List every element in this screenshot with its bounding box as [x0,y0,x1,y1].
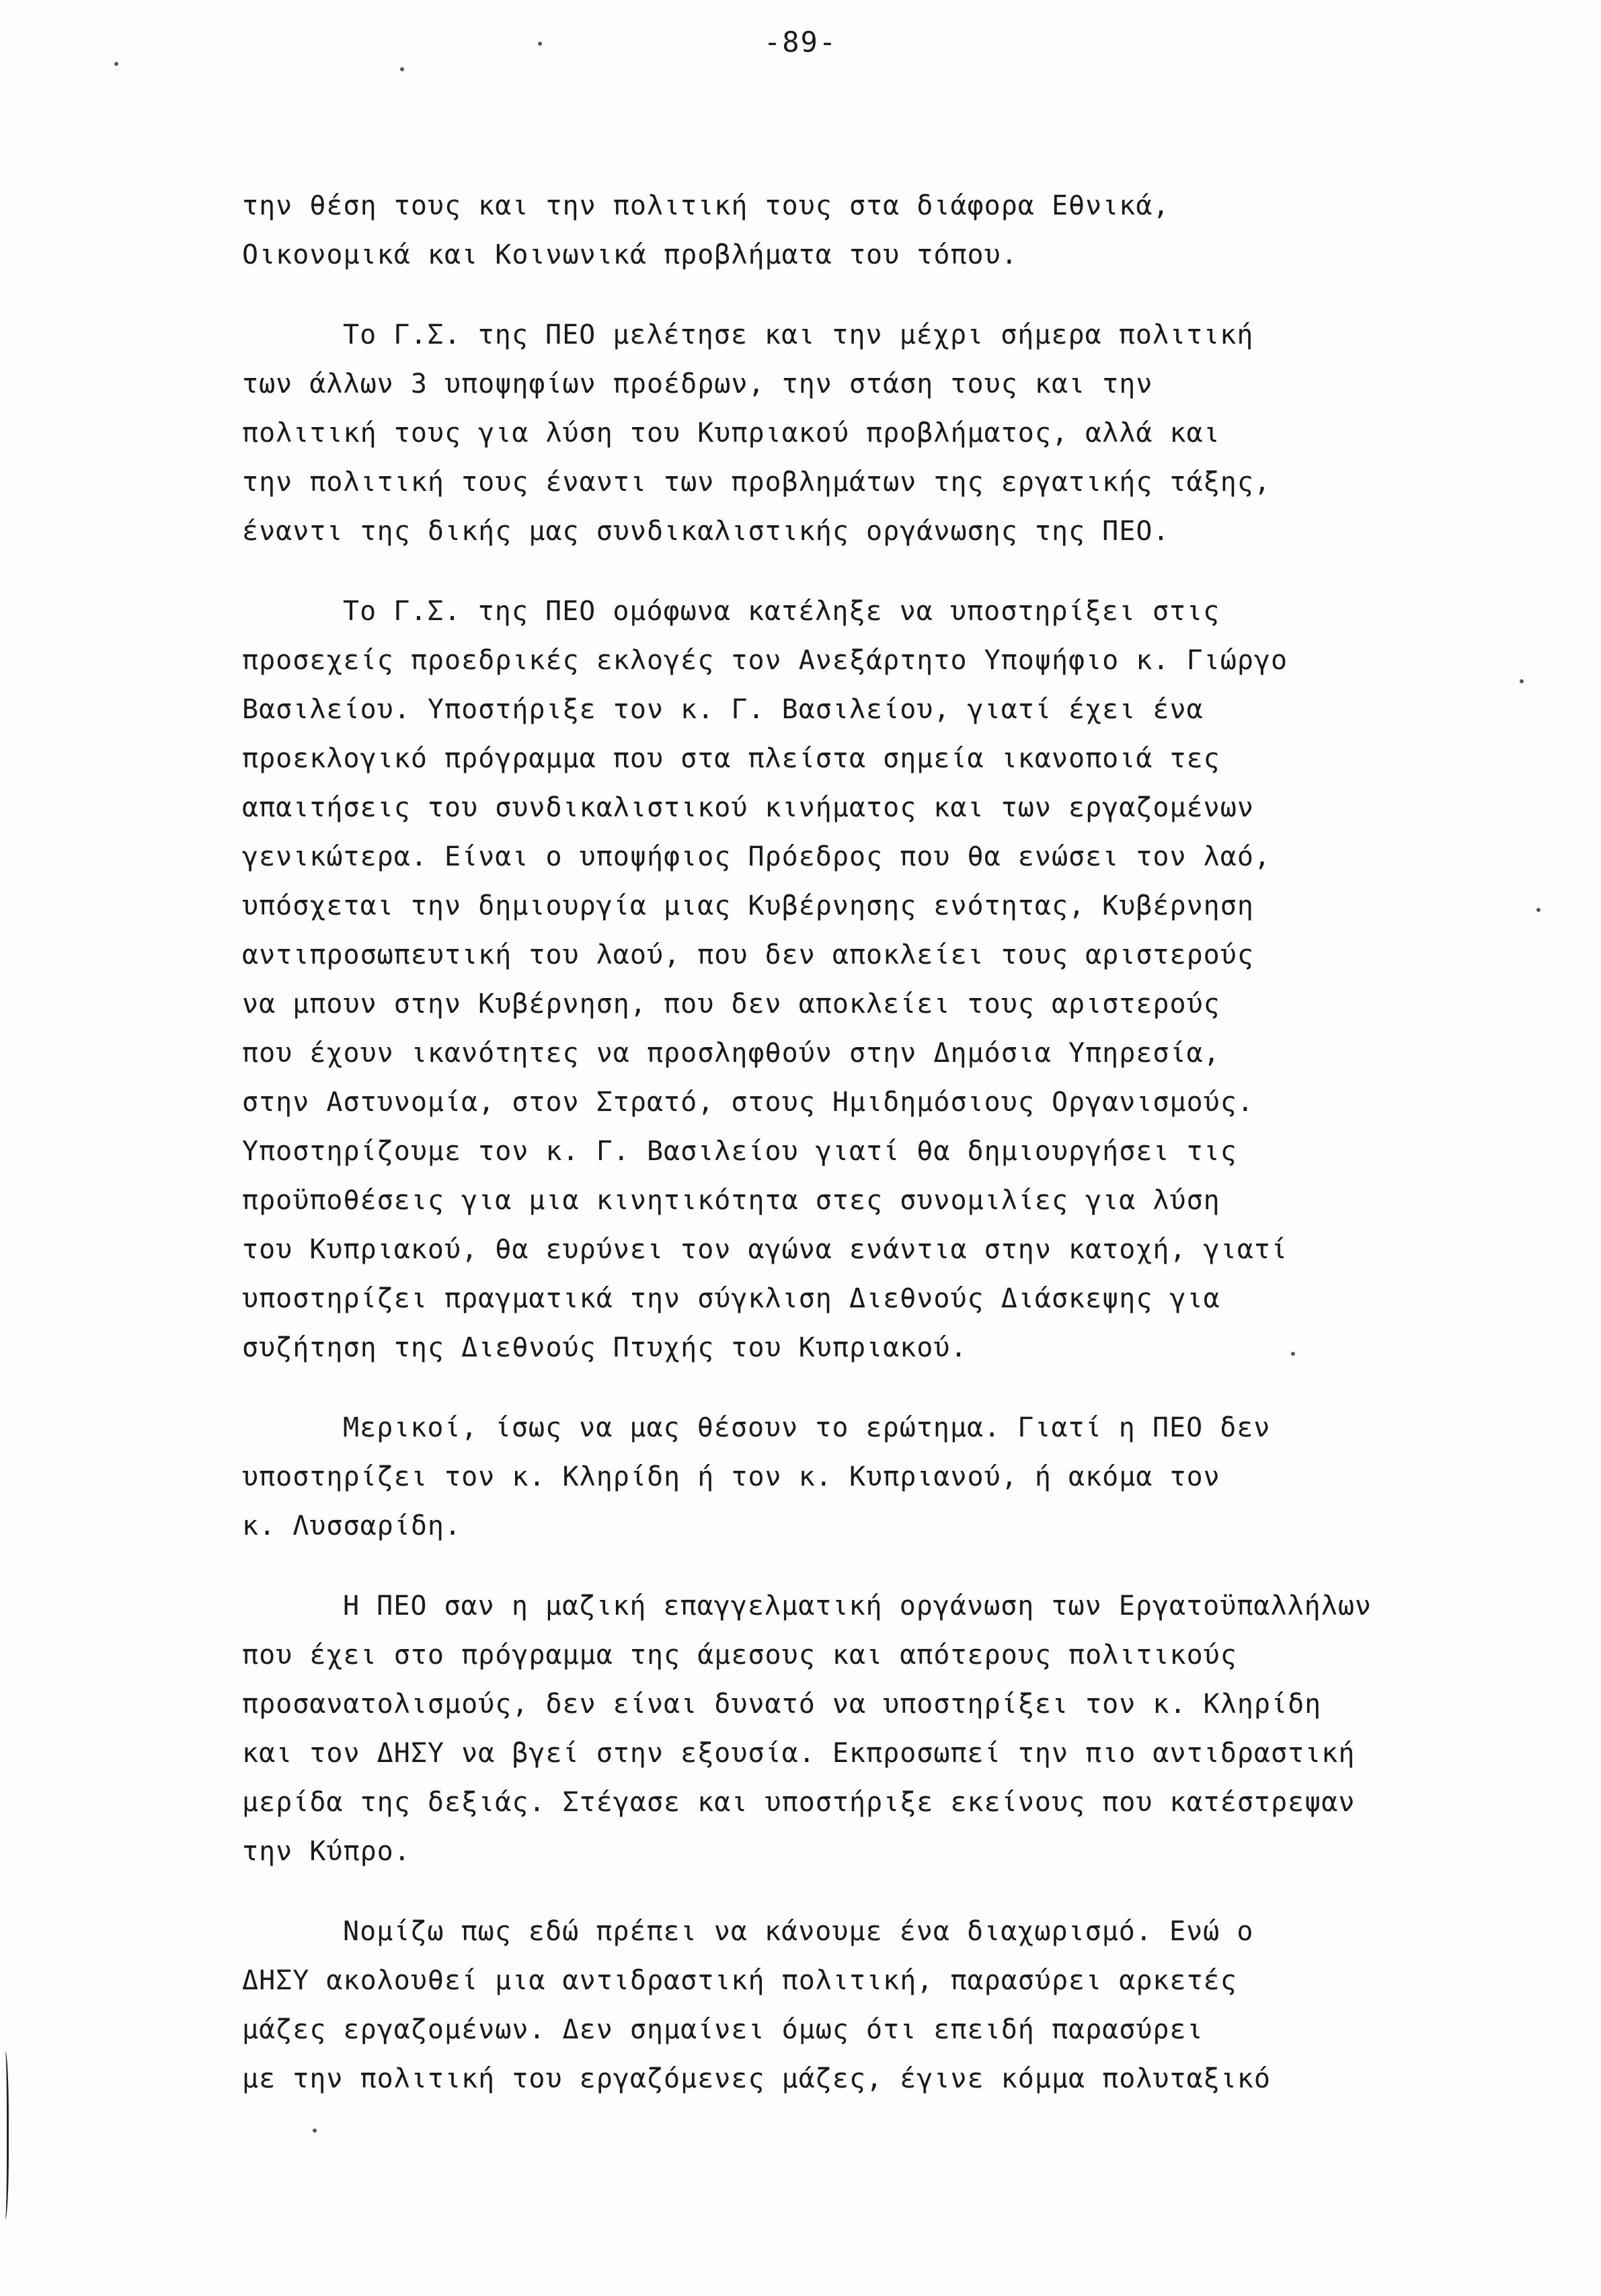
text-line: μάζες εργαζομένων. Δεν σημαίνει όμως ότι επειδή παρασύρει [242,2014,1204,2045]
text-line: την Κύπρο. [242,1836,411,1867]
scan-speck [1536,908,1540,912]
scan-speck [1291,1352,1295,1356]
scan-speck [313,2129,317,2133]
text-line: με την πολιτική του εργαζόμενες μάζες, έγινε κόμμα πολυταξικό [242,2063,1272,2094]
text-line: να μπουν στην Κυβέρνηση, που δεν αποκλείει τους αριστερούς [242,989,1220,1020]
text-line: Η ΠΕΟ σαν η μαζική επαγγελματική οργάνωση των Εργατοϋπαλλήλων [343,1591,1372,1621]
paragraph [242,311,1580,556]
text-line: Μερικοί, ίσως να μας θέσουν το ερώτημα. Γιατί η ΠΕΟ δεν [343,1412,1271,1443]
text-line: έναντι της δικής μας συνδικαλιστικής οργάνωσης της ΠΕΟ. [242,516,1170,547]
text-line: του Κυπριακού, θα ευρύνει τον αγώνα ενάντια στην κατοχή, γιατί [242,1234,1288,1265]
scan-speck [538,42,542,46]
text-line: την θέση τους και την πολιτική τους στα διάφορα Εθνικά, [242,190,1170,221]
text-line: των άλλων 3 υποψηφίων προέδρων, την στάση τους και την [242,369,1153,399]
text-line: προεκλογικό πρόγραμμα που στα πλείστα σημεία ικανοποιά τες [242,743,1220,774]
text-line: Νομίζω πως εδώ πρέπει να κάνουμε ένα διαχωρισμό. Ενώ ο [343,1916,1254,1947]
text-line: κ. Λυσσαρίδη. [242,1510,462,1541]
text-line: Υποστηρίζουμε τον κ. Γ. Βασιλείου γιατί θα δημιουργήσει τις [242,1136,1237,1167]
text-line: Το Γ.Σ. της ΠΕΟ μελέτησε και την μέχρι σήμερα πολιτική [343,319,1254,350]
paragraph [242,1404,1580,1551]
text-line: προσανατολισμούς, δεν είναι δυνατό να υποστηρίξει τον κ. Κληρίδη [242,1689,1322,1720]
paragraph [242,587,1580,1373]
text-line: υποστηρίζει τον κ. Κληρίδη ή τον κ. Κυπριανού, ή ακόμα τον [242,1461,1220,1492]
text-line: προϋποθέσεις για μια κινητικότητα στες συνομιλίες για λύση [242,1185,1220,1216]
text-line: προσεχείς προεδρικές εκλογές τον Ανεξάρτητο Υποψήφιο κ. Γιώργο [242,645,1288,676]
scan-edge-mark [0,2051,9,2219]
text-line: μερίδα της δεξιάς. Στέγασε και υποστήριξε εκείνους που κατέστρεψαν [242,1787,1356,1818]
text-line: Το Γ.Σ. της ΠΕΟ ομόφωνα κατέληξε να υποστηρίξει στις [343,596,1220,627]
paragraph [242,1582,1580,1876]
text-line: απαιτήσεις του συνδικαλιστικού κινήματος και των εργαζομένων [242,792,1254,823]
text-line: υπόσχεται την δημιουργία μιας Κυβέρνησης ενότητας, Κυβέρνηση [242,890,1254,921]
text-line: Βασιλείου. Υποστήριξε τον κ. Γ. Βασιλείου, γιατί έχει ένα [242,694,1204,725]
text-line: συζήτηση της Διεθνούς Πτυχής του Κυπριακού. [242,1332,968,1363]
text-line: που έχει στο πρόγραμμα της άμεσους και απότερους πολιτικούς [242,1640,1237,1671]
scan-speck [114,62,118,66]
text-line: την πολιτική τους έναντι των προβλημάτων της εργατικής τάξης, [242,467,1272,498]
scan-speck [400,67,404,71]
paragraph [242,182,1580,280]
text-line: στην Αστυνομία, στον Στρατό, στους Ημιδημόσιους Οργανισμούς. [242,1087,1254,1118]
text-line: αντιπροσωπευτική του λαού, που δεν αποκλείει τους αριστερούς [242,940,1254,970]
document-body [242,182,1580,2135]
page-number: -89- [763,26,838,59]
text-line: υποστηρίζει πραγματικά την σύγκλιση Διεθνούς Διάσκεψης για [242,1283,1220,1314]
text-line: Οικονομικά και Κοινωνικά προβλήματα του τόπου. [242,239,1018,270]
scan-speck [1520,679,1524,683]
text-line: που έχουν ικανότητες να προσληφθούν στην Δημόσια Υπηρεσία, [242,1038,1220,1069]
text-line: γενικώτερα. Είναι ο υποψήφιος Πρόεδρος που θα ενώσει τον λαό, [242,841,1272,872]
text-line: ΔΗΣΥ ακολουθεί μια αντιδραστική πολιτική, παρασύρει αρκετές [242,1965,1237,1996]
text-line: πολιτική τους για λύση του Κυπριακού προβλήματος, αλλά και [242,418,1220,449]
paragraph [242,1907,1580,2104]
text-line: και τον ΔΗΣΥ να βγεί στην εξουσία. Εκπροσωπεί την πιο αντιδραστική [242,1738,1356,1769]
